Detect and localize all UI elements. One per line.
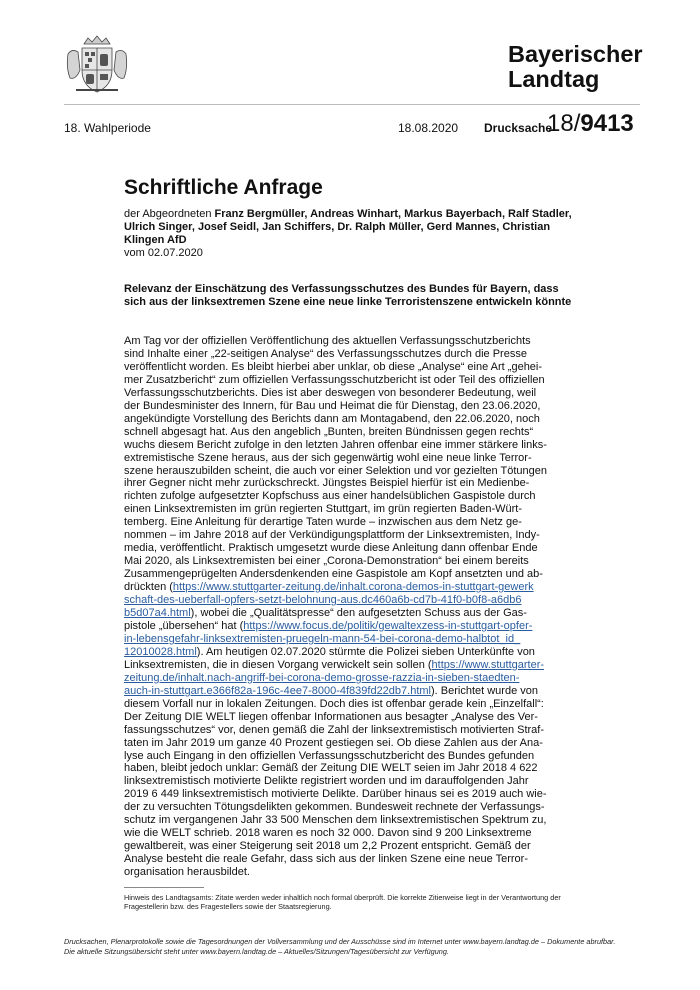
body-line — [124, 724, 579, 737]
footer-line-1: Drucksachen, Plenarprotokolle sowie die Tagesordnungen der Vollversammlung und der Ausschüsse sind im Internet unter www.bayern.landtag.de – Dokumente abrufbar. — [64, 937, 616, 946]
body-text-segment: ihrer Gegner nicht mehr zurückschreckt. Jüngstes Beispiel hierfür ist ein Medienbe- — [124, 477, 530, 490]
source-link[interactable]: zeitung.de/inhalt.nach-angriff-bei-corona-demo-grosse-razzia-in-sieben-staedten- — [124, 671, 520, 684]
source-link[interactable]: in-lebensgefahr-linksextremisten-pruegeln-mann-54-bei-corona-demo-halbtot_id_ — [124, 632, 521, 645]
document-meta — [64, 110, 640, 138]
footer-line-2: Die aktuelle Sitzungsübersicht steht unter www.bayern.landtag.de – Aktuelles/Sitzungen/Tagesübersicht zur Verfügung. — [64, 947, 449, 956]
body-line — [124, 542, 579, 555]
body-line — [124, 529, 579, 542]
body-line — [124, 607, 579, 620]
body-line — [124, 374, 579, 387]
body-line — [124, 814, 579, 827]
body-text-segment: fassungsschutzes“ vor, denen gemäß die Zahl der linksextremistisch motivierten Straf- — [124, 723, 545, 736]
source-link[interactable]: https://www.focus.de/politik/gewaltexzess-in-stuttgart-opfer- — [243, 619, 533, 632]
body-text-segment: linksextremistisch motivierte Delikte registriert worden und im darauffolgenden Jahr — [124, 775, 529, 788]
source-link[interactable]: https://www.stuttgarter-zeitung.de/inhalt.corona-demos-in-stuttgart-gewerk — [172, 581, 534, 594]
page-footer — [64, 937, 644, 957]
body-text-segment: extremistische Szene heraus, aus der sich gegenwärtig wohl eine neue linke Terror- — [124, 451, 532, 464]
body-text-segment: Verfassungsschutzberichts. Dies ist aber deswegen von besonderer Bedeutung, weil — [124, 386, 537, 399]
body-line — [124, 775, 579, 788]
body-text-segment: der Bundesminister des Innern, für Bau und Heimat die für Dienstag, den 23.06.2020, — [124, 399, 541, 412]
body-line — [124, 646, 579, 659]
drucksache-prefix: 18/ — [547, 110, 581, 137]
body-line — [124, 581, 579, 594]
body-line — [124, 698, 579, 711]
body-line — [124, 762, 579, 775]
body-text-segment: organisation herausbildet. — [124, 866, 250, 879]
body-line — [124, 672, 579, 685]
inquiry-subject: Relevanz der Einschätzung des Verfassungsschutzes des Bundes für Bayern, dass sich aus der linksextremen Szene eine neue linke Terroristenszene entwickeln könnte — [124, 283, 572, 308]
body-line — [124, 801, 579, 814]
body-text-segment: ). Berichtet wurde von — [431, 684, 538, 697]
inquiry-date: vom 02.07.2020 — [124, 247, 203, 259]
body-line — [124, 594, 579, 607]
body-line — [124, 465, 579, 478]
body-line — [124, 490, 579, 503]
body-text-segment: pistole „übersehen“ hat ( — [124, 619, 244, 632]
body-text-segment: 2019 6 449 linksextremistisch motivierte Delikte. Darüber hinaus sei es 2019 auch wie- — [124, 788, 547, 801]
body-text-segment: der zu versuchten Tötungsdelikten gekommen. Bundesweit rechnete der Verfassungs- — [124, 801, 545, 814]
header-divider — [64, 104, 640, 105]
body-line — [124, 555, 579, 568]
body-text-segment: taten im Jahr 2019 um ganze 40 Prozent gestiegen sei. Ob diese Zahlen aus der Ana- — [124, 736, 543, 749]
footnote-divider — [124, 887, 204, 888]
body-line — [124, 335, 579, 348]
body-text-segment: Zusammengeprügelten Andersdenkenden eine Gaspistole am Kopf ansetzten und ab- — [124, 568, 543, 581]
body-line — [124, 516, 579, 529]
body-text-segment: nommen – im Jahre 2018 auf der Verkündigungsplattform der Linksextremisten, Indy- — [124, 529, 540, 542]
brand-line-1: Bayerischer — [508, 41, 643, 67]
body-line — [124, 633, 579, 646]
source-link[interactable]: b5d07a4.html — [124, 607, 191, 620]
body-line — [124, 840, 579, 853]
body-text-segment: ). Am heutigen 02.07.2020 stürmte die Polizei sieben Unterkünfte von — [196, 645, 535, 658]
body-text-segment: Linksextremisten, die in diesen Vorgang verwickelt sein sollen ( — [124, 658, 432, 671]
body-line — [124, 503, 579, 516]
body-text-segment: Analyse besteht die reale Gefahr, dass sich aus der linken Szene eine neue Terror- — [124, 853, 528, 866]
body-text-segment: haben, bleibt jedoch unklar: Gemäß der Zeitung DIE WELT seien im Jahr 2018 4 622 — [124, 762, 538, 775]
drucksache-number — [547, 110, 634, 138]
body-text-segment: drückten ( — [124, 581, 173, 594]
drucksache-label: Drucksache — [484, 121, 553, 135]
parliament-brand — [508, 42, 643, 92]
body-text-segment: diesem Vorfall nur in lokalen Zeitungen. Doch dies ist offenbar gerade kein „Einzelfall“: — [124, 697, 544, 710]
body-line — [124, 788, 579, 801]
body-line — [124, 750, 579, 763]
body-line — [124, 452, 579, 465]
body-line — [124, 348, 579, 361]
body-text-segment: richten zufolge aufgesetzter Kopfschuss aus einer handelsüblichen Gaspistole durch — [124, 490, 536, 503]
brand-line-2: Landtag — [508, 66, 600, 92]
body-text-segment: einen Linksextremisten im grün regierten Stuttgart, im grün regierten Baden-Würt- — [124, 503, 523, 516]
body-text-segment: Mai 2020, als Linksextremisten bei einer „Corona-Demonstration“ bei einem bereits — [124, 555, 529, 568]
body-text-segment: szene herauszubilden scheint, die auch vor einer Selektion und vor gezielten Tötungen — [124, 464, 547, 477]
body-text-segment: wie die WELT schrieb. 2018 waren es noch 32 000. Davon sind 9 200 Linksextreme — [124, 827, 532, 840]
election-period: 18. Wahlperiode — [64, 121, 151, 135]
body-line — [124, 853, 579, 866]
body-line — [124, 827, 579, 840]
body-text-segment: wuchs diesem Bericht zufolge in den letzten Jahren offenbar eine immer stärkere links- — [124, 438, 547, 451]
body-text-segment: schutz im vergangenen Jahr 33 500 Menschen dem linksextremistischen Spektrum zu, — [124, 814, 547, 827]
body-line — [124, 361, 579, 374]
coat-of-arms-logo — [64, 34, 130, 96]
body-text-segment: ), wobei die „Qualitätspresse“ den aufgesetzten Schuss aus der Gas- — [190, 607, 527, 620]
body-line — [124, 413, 579, 426]
body-line — [124, 426, 579, 439]
document-date: 18.08.2020 — [398, 121, 459, 135]
body-text-segment: lyse auch Eingang in den offiziellen Verfassungsschutzbericht des Bundes gefunden — [124, 749, 535, 762]
authors-block — [124, 208, 584, 260]
body-text-segment: media, veröffentlicht. Praktisch umgesetzt wurde diese Anleitung dann offenbar Ende — [124, 542, 538, 555]
body-line — [124, 387, 579, 400]
source-link[interactable]: 12010028.html — [124, 645, 197, 658]
body-text-segment: sind Inhalte einer „22-seitigen Analyse“ des Verfassungsschutzes durch die Presse — [124, 347, 527, 360]
body-line — [124, 685, 579, 698]
body-line — [124, 568, 579, 581]
body-text-segment: gewaltbereit, was einer Steigerung seit 2018 um 2,2 Prozent entspricht. Gemäß der — [124, 840, 531, 853]
source-link[interactable]: schaft-des-ueberfall-opfers-setzt-belohnung-aus.dc460a6b-cd7b-41f0-b0f8-a6db6 — [124, 594, 522, 607]
body-line — [124, 659, 579, 672]
body-line — [124, 400, 579, 413]
body-text-segment: mer Zusatzbericht“ zum offiziellen Verfassungsschutzbericht ist oder Teil des offiziellen — [124, 373, 545, 386]
body-line — [124, 711, 579, 724]
body-text-segment: Der Zeitung DIE WELT liegen offenbar Informationen aus besagter „Analyse des Ver- — [124, 710, 538, 723]
authors-prefix: der Abgeordneten — [124, 208, 215, 220]
footnote: Hinweis des Landtagsamts: Zitate werden weder inhaltlich noch formal überprüft. Die korrekte Zitierweise liegt in der Verantwortung der Fragestellerin bzw. des Fragestellers sowie der Staatsregierung. — [124, 893, 561, 911]
authors-names: Franz Bergmüller, Andreas Winhart, Markus Bayerbach, Ralf Stadler, Ulrich Singer, Josef Seidl, Jan Schiffers, Dr. Ralph Müller, Gerd Mannes, Christian Klingen AfD — [124, 208, 572, 246]
body-line — [124, 477, 579, 490]
body-text-segment: Am Tag vor der offiziellen Veröffentlichung des aktuellen Verfassungsschutzberichts — [124, 335, 531, 347]
body-line — [124, 439, 579, 452]
body-text-segment: schnell abgesagt hat. Aus den angeblich „Bunten, breiten Bündnissen gegen rechts“ — [124, 425, 534, 438]
body-line — [124, 866, 579, 879]
body-line — [124, 737, 579, 750]
source-link[interactable]: https://www.stuttgarter- — [431, 658, 545, 671]
body-line — [124, 620, 579, 633]
body-text-segment: temberg. Eine Anleitung für derartige Taten wurde – inzwischen aus dem Netz ge- — [124, 516, 522, 529]
source-link[interactable]: auch-in-stuttgart.e366f82a-196c-4ee7-8000-4f839fd22db7.html — [124, 684, 431, 697]
document-title: Schriftliche Anfrage — [124, 176, 323, 199]
body-text-segment: veröffentlicht worden. Es bleibt hierbei aber unklar, ob diese „Analyse“ eine Art „gehei- — [124, 360, 543, 373]
body-text — [124, 335, 579, 879]
body-text-segment: angekündigte Vorstellung des Berichts dann am Montagabend, den 22.06.2020, noch — [124, 412, 540, 425]
drucksache-id: 9413 — [580, 110, 634, 137]
